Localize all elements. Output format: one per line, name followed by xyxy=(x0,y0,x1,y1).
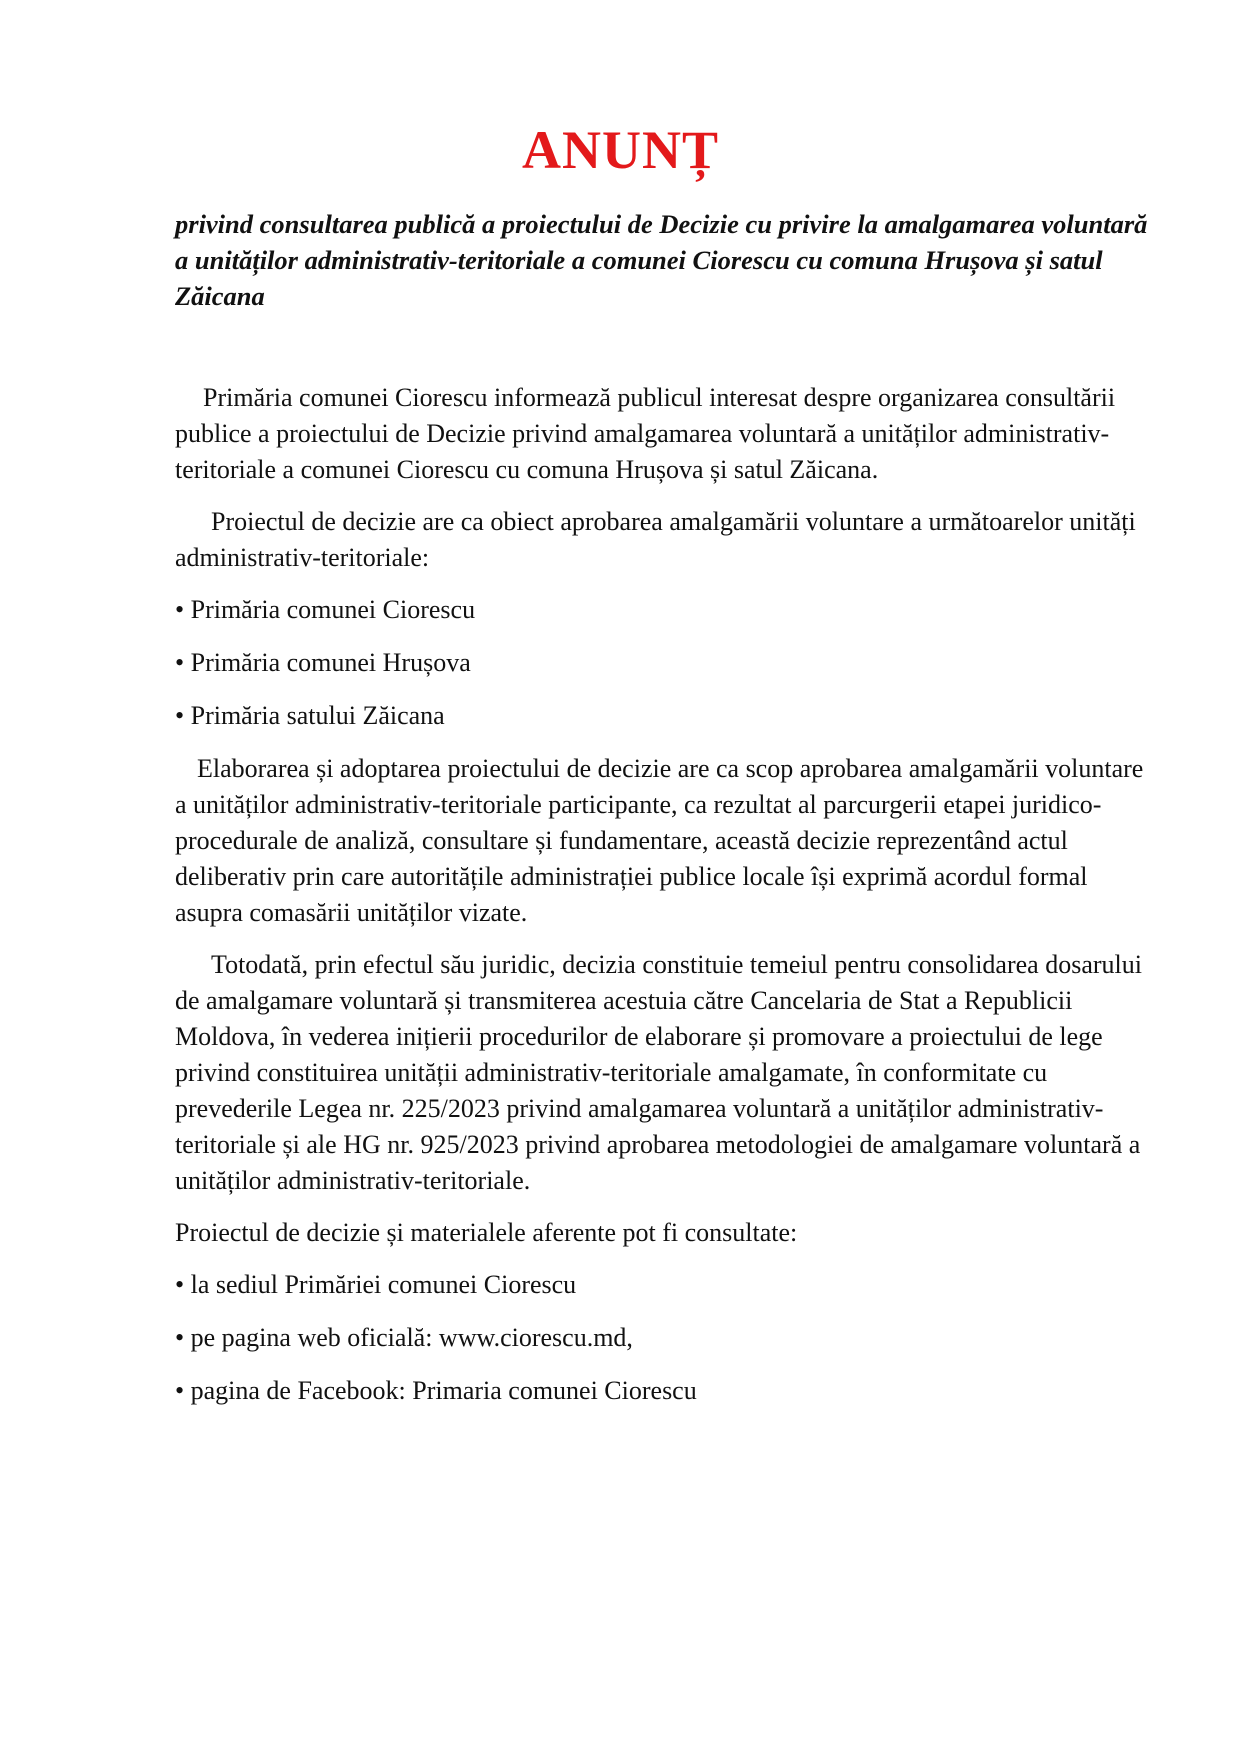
paragraph-intro: Primăria comunei Ciorescu informează publicul interesat despre organizarea consultării publice a proiectului de Decizie privind amalgamarea voluntară a unităților administrativ-teritoriale a comunei Ciorescu cu comuna Hrușova și satul Zăicana. xyxy=(175,383,1116,484)
list-item: • Primăria satului Zăicana xyxy=(175,701,445,730)
paragraph-purpose: Elaborarea și adoptarea proiectului de decizie are ca scop aprobarea amalgamării voluntare a unităților administrativ-teritoriale participante, ca rezultat al parcurgerii etapei juridico-procedurale de analiză, consultare și fundamentare, această decizie reprezentând actul deliberativ prin care autoritățile administrației publice locale își exprimă acordul formal asupra comasării unităților vizate. xyxy=(175,754,1144,927)
paragraph-consult: Proiectul de decizie și materialele aferente pot fi consultate: xyxy=(175,1218,798,1247)
paragraph-object: Proiectul de decizie are ca obiect aprobarea amalgamării voluntare a următoarelor unități administrativ-teritoriale: xyxy=(175,507,1136,572)
document-body xyxy=(175,380,1155,1426)
list-item: • Primăria comunei Ciorescu xyxy=(175,595,476,624)
list-item: • pe pagina web oficială: www.ciorescu.md, xyxy=(175,1323,633,1352)
paragraph-effect: Totodată, prin efectul său juridic, decizia constituie temeiul pentru consolidarea dosarului de amalgamare voluntară și transmiterea acestuia către Cancelaria de Stat a Republicii Moldova, în vederea inițierii procedurilor de elaborare și promovare a proiectului de lege privind constituirea unității administrativ-teritoriale amalgamate, în conformitate cu prevederile Legea nr. 225/2023 privind amalgamarea voluntară a unităților administrativ-teritoriale și ale HG nr. 925/2023 privind aprobarea metodologiei de amalgamare voluntară a unităților administrativ-teritoriale. xyxy=(175,950,1142,1195)
list-item: • pagina de Facebook: Primaria comunei Ciorescu xyxy=(175,1376,697,1405)
list-item: • Primăria comunei Hrușova xyxy=(175,648,471,677)
list-item: • la sediul Primăriei comunei Ciorescu xyxy=(175,1270,577,1299)
document-title: ANUNȚ xyxy=(521,120,719,180)
document-subtitle: privind consultarea publică a proiectului de Decizie cu privire la amalgamarea voluntară a unităților administrativ-teritoriale a comunei Ciorescu cu comuna Hrușova și satul Zăicana xyxy=(175,209,1148,311)
